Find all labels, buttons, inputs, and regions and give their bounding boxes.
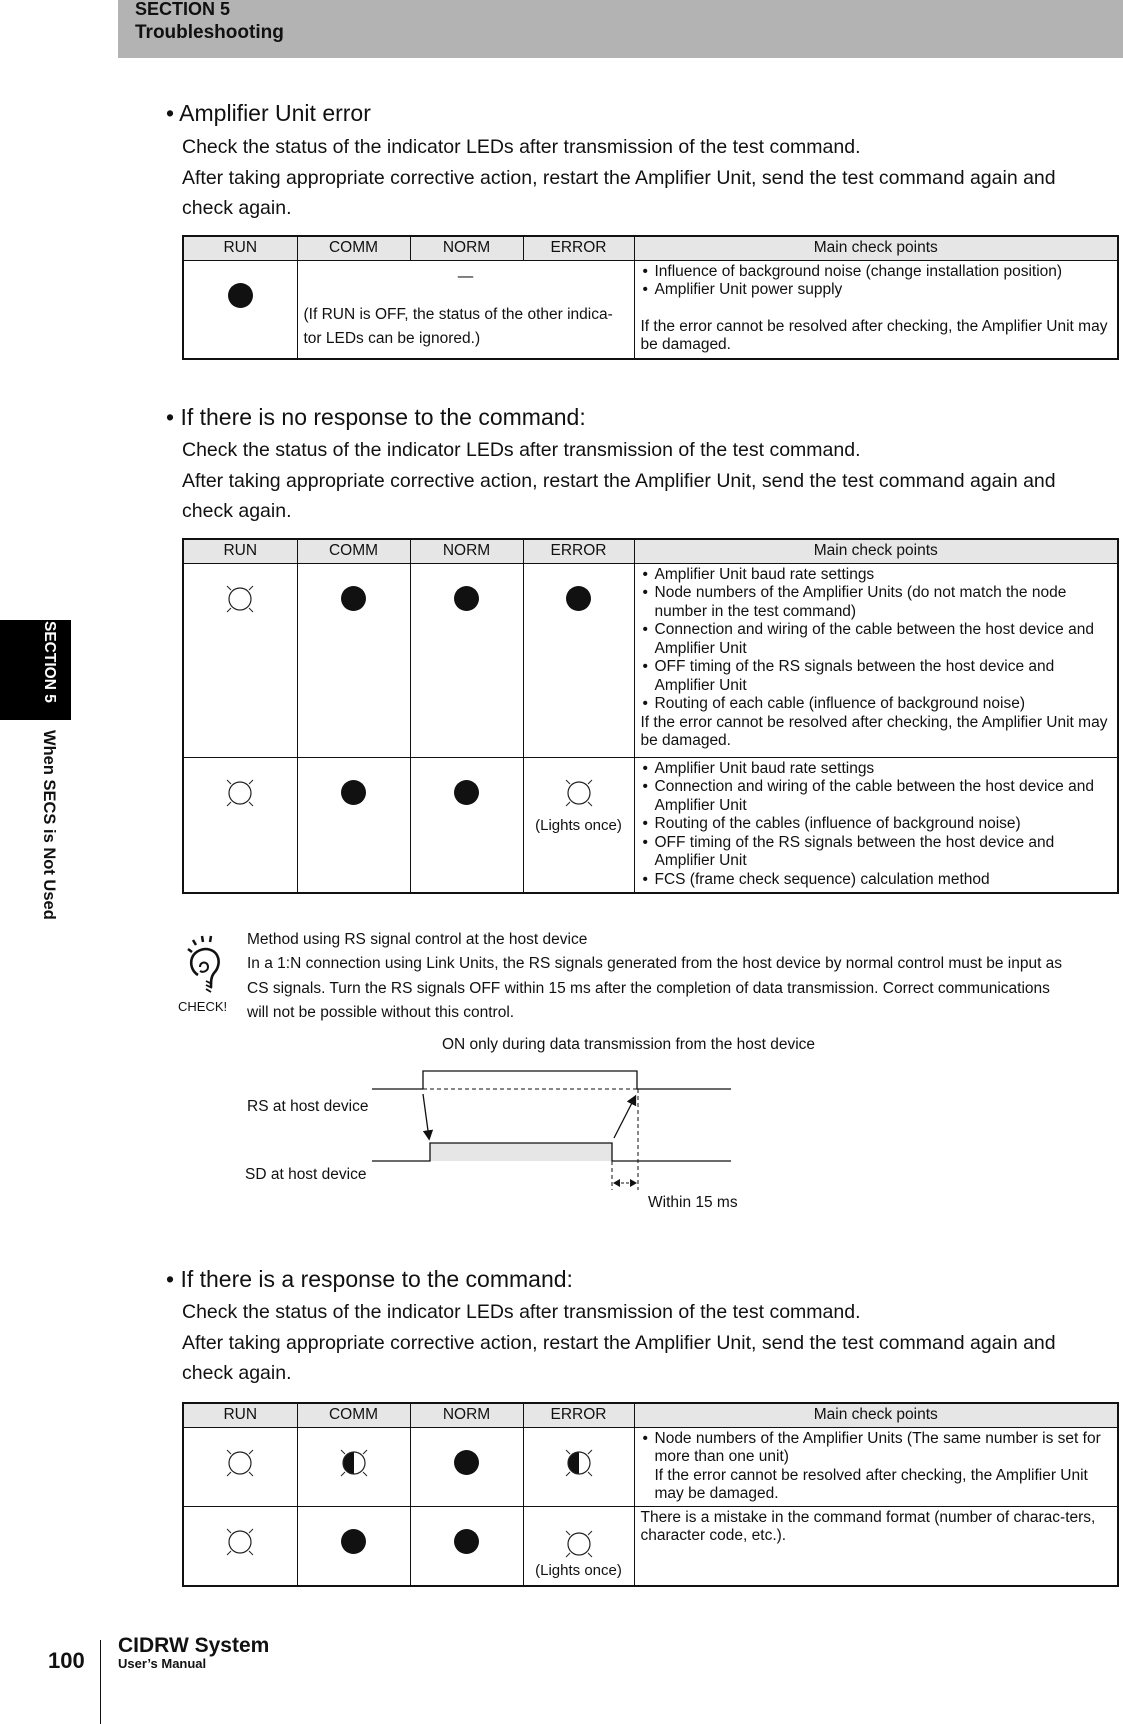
led-off-icon [566, 586, 591, 611]
paragraph: check again. [182, 197, 292, 219]
led-off-icon [341, 1529, 366, 1554]
col-check-points: Main check points [634, 236, 1118, 260]
side-tab-subtitle: When SECS is Not Used [40, 730, 58, 920]
table-row [183, 1427, 1118, 1506]
ignore-note-line: (If RUN is OFF, the status of the other indica- [303, 305, 613, 323]
check-item [641, 1430, 1112, 1504]
side-tab-section: SECTION 5 [41, 621, 58, 703]
col-comm: COMM [297, 236, 410, 260]
table-row [183, 563, 1118, 757]
section-number: SECTION 5 [135, 0, 231, 19]
check-item: • Connection and wiring of the cable between the host device and Amplifier Unit [641, 778, 1112, 815]
footer-divider [100, 1640, 101, 1724]
check-item: • FCS (frame check sequence) calculation method [641, 871, 1112, 890]
paragraph: After taking appropriate corrective action, restart the Amplifier Unit, send the test command again and [182, 470, 1056, 492]
led-lit-icon [561, 1527, 597, 1561]
check-points-cell [634, 757, 1118, 893]
damage-note: If the error cannot be resolved after checking, the Amplifier Unit may be damaged. [654, 1466, 1088, 1502]
norm-cell [410, 1427, 523, 1506]
led-lit-icon [222, 1446, 258, 1480]
led-off-icon [454, 586, 479, 611]
col-error: ERROR [523, 539, 634, 563]
check-item: • OFF timing of the RS signals between the host device and Amplifier Unit [641, 834, 1112, 871]
paragraph: check again. [182, 1362, 292, 1384]
heading-response: • If there is a response to the command: [166, 1266, 573, 1292]
damage-note: If the error cannot be resolved after checking, the Amplifier Unit may be damaged. [640, 317, 1108, 353]
check-body-line: In a 1:N connection using Link Units, the RS signals generated from the host device by normal control must be input as [247, 955, 1063, 972]
led-lit-icon [222, 776, 258, 810]
check-item-text: Node numbers of the Amplifier Units (The same number is set for more than one unit) [654, 1429, 1101, 1465]
damage-note: If the error cannot be resolved after checking, the Amplifier Unit may be damaged. [640, 713, 1108, 749]
check-body-line: CS signals. Turn the RS signals OFF within 15 ms after the completion of data transmission. Correct communications [247, 980, 1050, 997]
col-comm: COMM [297, 1403, 410, 1427]
col-run: RUN [183, 236, 297, 260]
sd-signal-label: SD at host device [245, 1166, 367, 1183]
led-off-icon [454, 1450, 479, 1475]
check-item: • Amplifier Unit power supply [641, 281, 1112, 300]
check-item: • Amplifier Unit baud rate settings [641, 566, 1112, 585]
norm-cell [410, 757, 523, 893]
section-header-bar [118, 0, 1123, 58]
check-item: • OFF timing of the RS signals between the host device and Amplifier Unit [641, 658, 1112, 695]
norm-cell [410, 563, 523, 757]
run-cell [183, 757, 297, 893]
led-off-icon [454, 780, 479, 805]
check-item: • Routing of each cable (influence of background noise) [641, 695, 1112, 714]
run-cell [183, 1427, 297, 1506]
comm-cell [297, 757, 410, 893]
comm-cell [297, 563, 410, 757]
col-comm: COMM [297, 539, 410, 563]
lightbulb-check-icon [178, 931, 238, 1015]
col-check-points: Main check points [634, 539, 1118, 563]
interval-label: Within 15 ms [648, 1194, 738, 1211]
check-points-cell [634, 563, 1118, 757]
led-lit-icon [222, 1525, 258, 1559]
norm-cell [410, 1506, 523, 1586]
led-lit-icon [222, 582, 258, 616]
led-lit-icon [561, 776, 597, 810]
check-item: • Influence of background noise (change installation position) [641, 263, 1112, 282]
error-cell [523, 757, 634, 893]
check-title: Method using RS signal control at the host device [247, 931, 588, 948]
error-cell [523, 563, 634, 757]
run-cell [183, 1506, 297, 1586]
check-item: • Node numbers of the Amplifier Units (do not match the node number in the test command) [641, 584, 1112, 621]
col-norm: NORM [410, 236, 523, 260]
paragraph: After taking appropriate corrective action, restart the Amplifier Unit, send the test command again and [182, 1332, 1056, 1354]
led-flashing-icon [561, 1446, 597, 1480]
page-number: 100 [48, 1648, 85, 1673]
rs-signal-label: RS at host device [247, 1098, 369, 1115]
led-off-icon [454, 1529, 479, 1554]
check-item: • Connection and wiring of the cable between the host device and Amplifier Unit [641, 621, 1112, 658]
check-body-line: will not be possible without this control. [247, 1004, 515, 1021]
table-row [183, 1506, 1118, 1586]
paragraph: check again. [182, 500, 292, 522]
table-row [183, 757, 1118, 893]
timing-top-caption: ON only during data transmission from the host device [442, 1036, 816, 1053]
heading-amplifier-unit-error: • Amplifier Unit error [166, 100, 371, 126]
paragraph: Check the status of the indicator LEDs after transmission of the test command. [182, 136, 861, 158]
col-error: ERROR [523, 1403, 634, 1427]
paragraph: After taking appropriate corrective action, restart the Amplifier Unit, send the test command again and [182, 167, 1056, 189]
col-norm: NORM [410, 539, 523, 563]
col-check-points: Main check points [634, 1403, 1118, 1427]
col-run: RUN [183, 1403, 297, 1427]
not-applicable-dash: — [457, 267, 474, 285]
other-leds-cell [297, 260, 634, 359]
check-points-cell [634, 260, 1118, 359]
led-table-amplifier-error [182, 235, 1119, 360]
check-points-cell [634, 1427, 1118, 1506]
error-cell [523, 1506, 634, 1586]
led-table-response [182, 1402, 1119, 1587]
check-points-cell [634, 1506, 1118, 1586]
col-run: RUN [183, 539, 297, 563]
led-off-icon [341, 586, 366, 611]
manual-subtitle: User’s Manual [118, 1656, 207, 1671]
led-flashing-icon [336, 1446, 372, 1480]
col-error: ERROR [523, 236, 634, 260]
lights-once-caption: (Lights once) [535, 816, 622, 834]
led-table-no-response [182, 538, 1119, 894]
run-cell [183, 260, 297, 359]
section-title: Troubleshooting [135, 22, 284, 43]
manual-title: CIDRW System [118, 1634, 270, 1657]
check-label: CHECK! [178, 999, 228, 1014]
run-cell [183, 563, 297, 757]
check-item: • Amplifier Unit baud rate settings [641, 760, 1112, 779]
comm-cell [297, 1427, 410, 1506]
command-format-note: There is a mistake in the command format (number of charac-ters, character code, etc.). [640, 1508, 1096, 1544]
ignore-note-line: tor LEDs can be ignored.) [303, 329, 481, 347]
side-section-tab [0, 620, 71, 720]
col-norm: NORM [410, 1403, 523, 1427]
heading-no-response: • If there is no response to the command: [166, 404, 586, 430]
error-cell [523, 1427, 634, 1506]
table-row [183, 260, 1118, 359]
lights-once-caption: (Lights once) [535, 1561, 622, 1579]
led-off-icon [228, 283, 253, 308]
comm-cell [297, 1506, 410, 1586]
paragraph: Check the status of the indicator LEDs after transmission of the test command. [182, 1301, 861, 1323]
paragraph: Check the status of the indicator LEDs after transmission of the test command. [182, 439, 861, 461]
check-item: • Routing of the cables (influence of background noise) [641, 815, 1112, 834]
led-off-icon [341, 780, 366, 805]
